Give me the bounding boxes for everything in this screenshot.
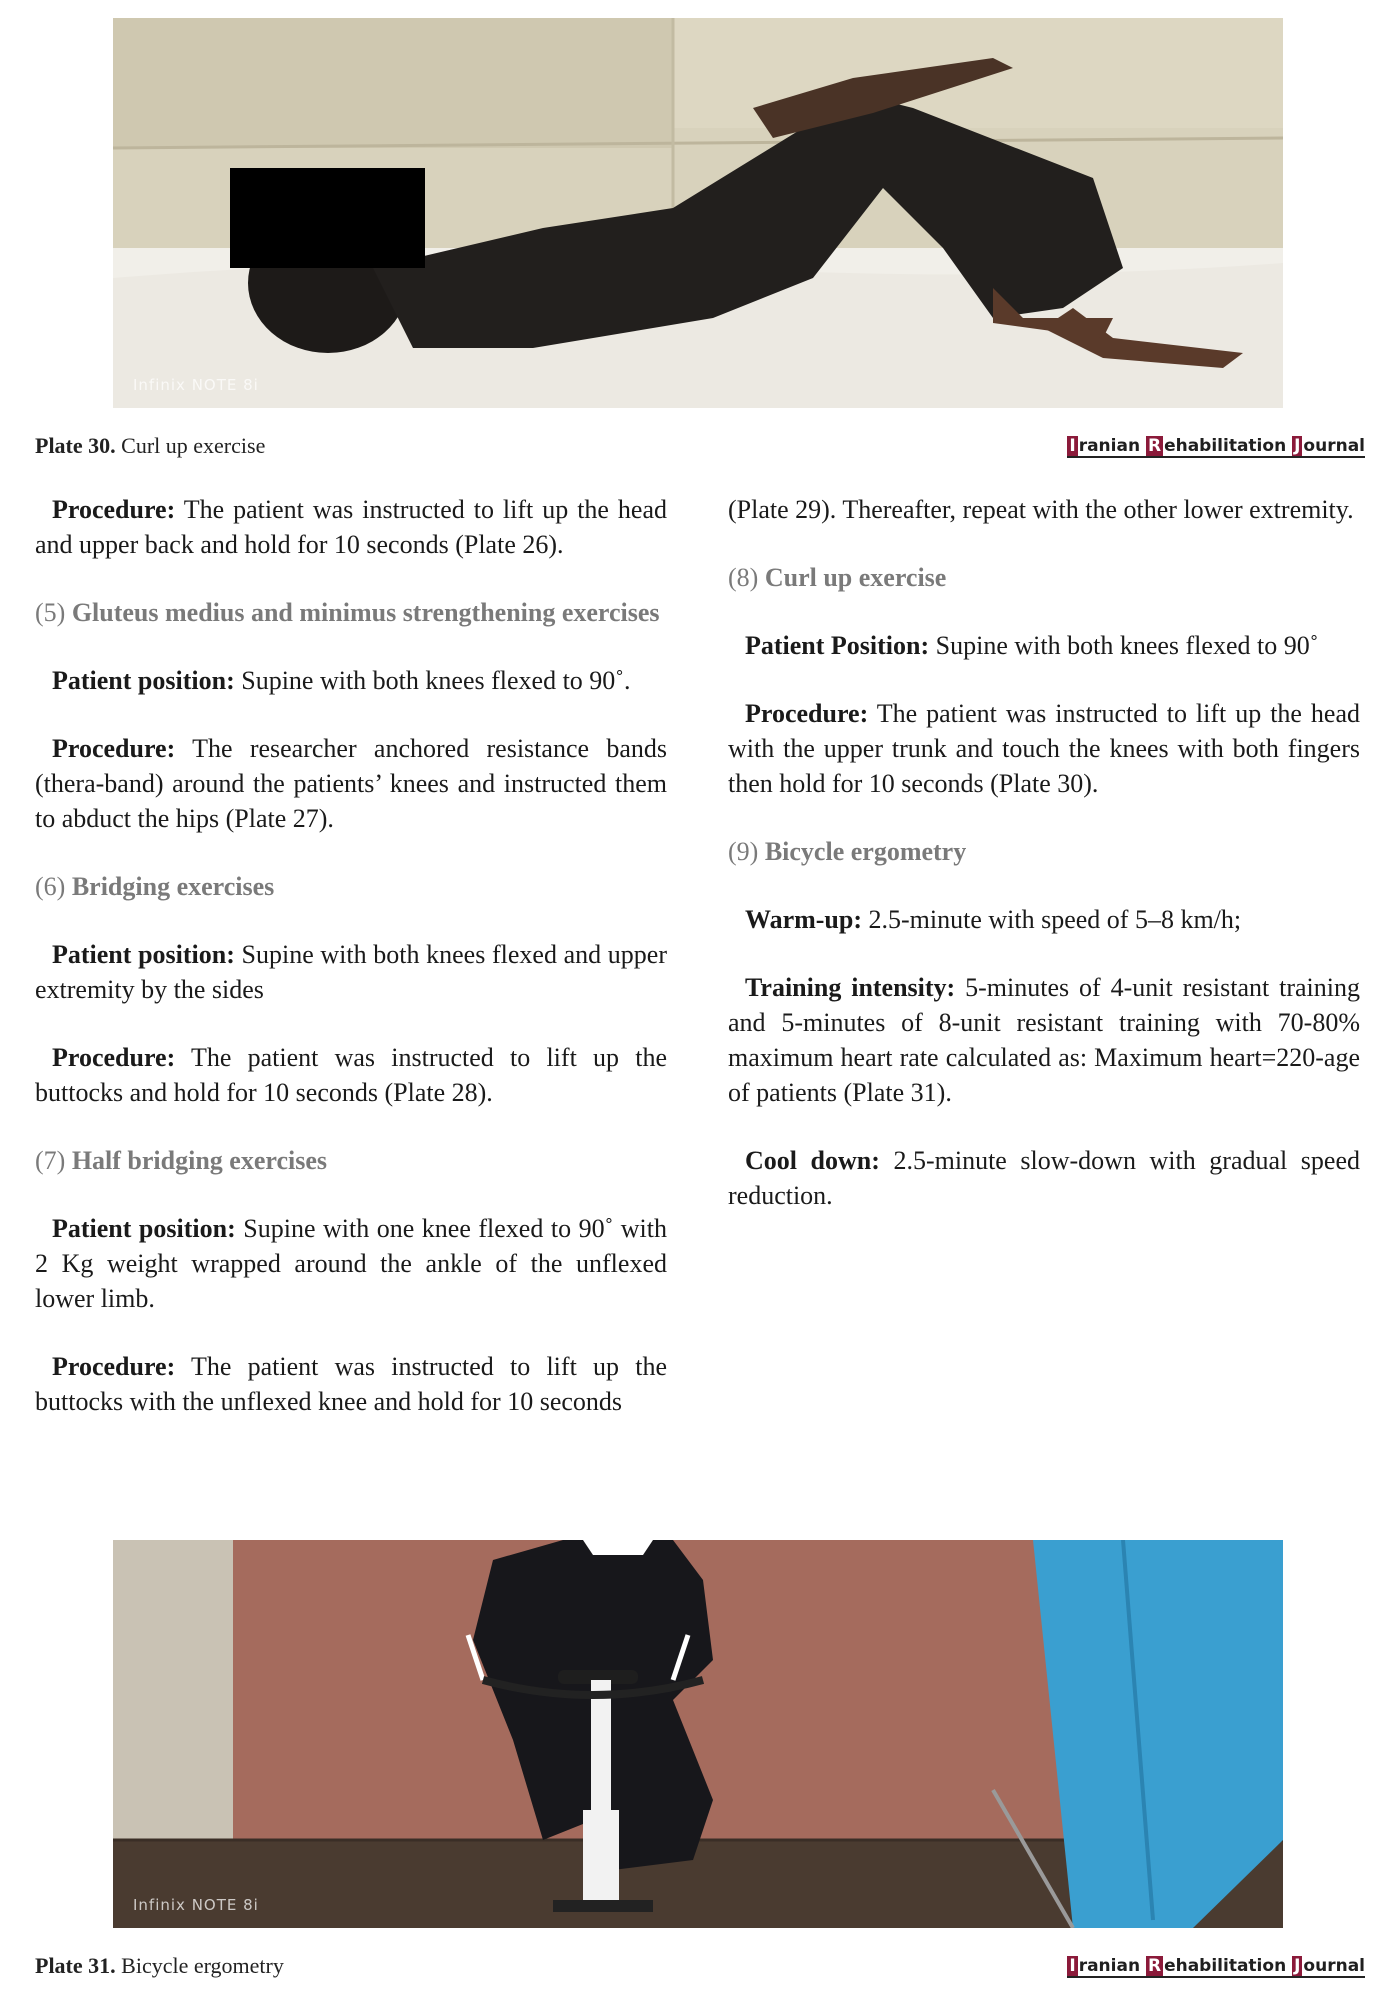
heading-text: Half bridging exercises — [65, 1146, 327, 1175]
logo-initial-r: R — [1147, 1956, 1162, 1976]
camera-watermark: Infinix NOTE 8i — [133, 376, 259, 394]
para-label: Procedure: — [52, 1043, 176, 1072]
paragraph — [35, 937, 667, 1007]
para-label: Procedure: — [52, 495, 176, 524]
heading-text: Bicycle ergometry — [758, 837, 967, 866]
para-text: 2.5-minute slow-down with gradual speed reduction. — [728, 1146, 1361, 1210]
section-heading — [35, 869, 667, 904]
para-label: Training intensity: — [745, 973, 956, 1002]
right-column — [728, 492, 1360, 1246]
logo-part: ranian — [1078, 436, 1146, 456]
paragraph — [728, 628, 1360, 663]
plate-31-photo — [113, 1540, 1283, 1928]
heading-text: Gluteus medius and minimus strengthening exercises — [65, 598, 660, 627]
heading-number: (8) — [728, 563, 759, 592]
heading-number: (6) — [35, 872, 66, 901]
section-heading — [35, 595, 667, 630]
caption-text: Curl up exercise — [121, 433, 266, 458]
heading-text: Bridging exercises — [65, 872, 275, 901]
para-text: Supine with both knees flexed and upper extremity by the sides — [35, 940, 667, 1004]
logo-part: ehabilitation — [1164, 436, 1293, 456]
para-text: The patient was instructed to lift up the head with the upper trunk and touch the knees with both fingers then hold for 10 seconds (Plate 30). — [728, 699, 1360, 798]
logo-initial-i: I — [1069, 436, 1076, 456]
para-label: Cool down: — [745, 1146, 880, 1175]
para-label: Procedure: — [52, 734, 176, 763]
heading-number: (5) — [35, 598, 66, 627]
section-heading — [35, 1143, 667, 1178]
logo-part: ranian — [1078, 1956, 1146, 1976]
paragraph — [35, 492, 667, 562]
journal-logo — [1067, 436, 1365, 458]
para-label: Patient position: — [52, 940, 235, 969]
logo-part: ehabilitation — [1164, 1956, 1293, 1976]
logo-part: ournal — [1303, 436, 1365, 456]
para-text: The researcher anchored resistance bands (thera-band) around the patients’ knees and instructed them to abduct the hips (Plate 27). — [35, 734, 667, 833]
curl-up-illustration — [113, 18, 1283, 408]
heading-text: Curl up exercise — [758, 563, 947, 592]
heading-number: (9) — [728, 837, 759, 866]
paragraph — [35, 1349, 667, 1419]
paragraph — [35, 731, 667, 836]
para-label: Patient position: — [52, 666, 235, 695]
para-text: The patient was instructed to lift up the buttocks and hold for 10 seconds (Plate 28). — [35, 1043, 667, 1107]
paragraph — [35, 663, 667, 698]
para-text: Supine with both knees flexed to 90˚. — [234, 666, 631, 695]
para-label: Procedure: — [52, 1352, 176, 1381]
para-label: Patient Position: — [745, 631, 930, 660]
heading-number: (7) — [35, 1146, 66, 1175]
logo-initial-j: J — [1294, 436, 1301, 456]
camera-watermark: Infinix NOTE 8i — [133, 1896, 259, 1914]
para-text: (Plate 29). Thereafter, repeat with the other lower extremity. — [728, 495, 1354, 524]
caption-text: Bicycle ergometry — [121, 1953, 284, 1978]
paragraph — [728, 492, 1360, 527]
logo-part: ournal — [1303, 1956, 1365, 1976]
journal-logo — [1067, 1956, 1365, 1978]
para-label: Patient position: — [52, 1214, 236, 1243]
paragraph — [728, 902, 1360, 937]
paragraph — [728, 696, 1360, 801]
logo-initial-r: R — [1147, 436, 1162, 456]
logo-initial-j: J — [1294, 1956, 1301, 1976]
para-text: The patient was instructed to lift up the head and upper back and hold for 10 seconds (Plate 26). — [35, 495, 667, 559]
plate-31-caption — [35, 1953, 284, 1979]
para-text: Supine with both knees flexed to 90˚ — [929, 631, 1319, 660]
bicycle-ergometry-illustration — [113, 1540, 1283, 1928]
section-heading — [728, 834, 1360, 869]
logo-initial-i: I — [1069, 1956, 1076, 1976]
paragraph — [728, 970, 1360, 1110]
para-text: Supine with one knee flexed to 90˚ with 2 Kg weight wrapped around the ankle of the unflexed lower limb. — [35, 1214, 667, 1313]
section-heading — [728, 560, 1360, 595]
left-column — [35, 492, 667, 1452]
paragraph — [35, 1040, 667, 1110]
plate-30-caption — [35, 433, 265, 459]
para-label: Procedure: — [745, 699, 869, 728]
paragraph — [35, 1211, 667, 1316]
para-label: Warm-up: — [745, 905, 862, 934]
plate-31-caption-row — [35, 1953, 1365, 1983]
para-text: The patient was instructed to lift up the buttocks with the unflexed knee and hold for 10 seconds — [35, 1352, 667, 1416]
plate-30-photo — [113, 18, 1283, 408]
paragraph — [728, 1143, 1360, 1213]
plate-30-caption-row — [35, 433, 1365, 463]
para-text: 5-minutes of 4-unit resistant training and 5-minutes of 8-unit resistant training with 70-80% maximum heart rate calculated as: Maximum heart=220-age of patients (Plate 31). — [728, 973, 1361, 1107]
caption-label: Plate 31. — [35, 1953, 116, 1978]
para-text: 2.5-minute with speed of 5–8 km/h; — [862, 905, 1242, 934]
caption-label: Plate 30. — [35, 433, 116, 458]
